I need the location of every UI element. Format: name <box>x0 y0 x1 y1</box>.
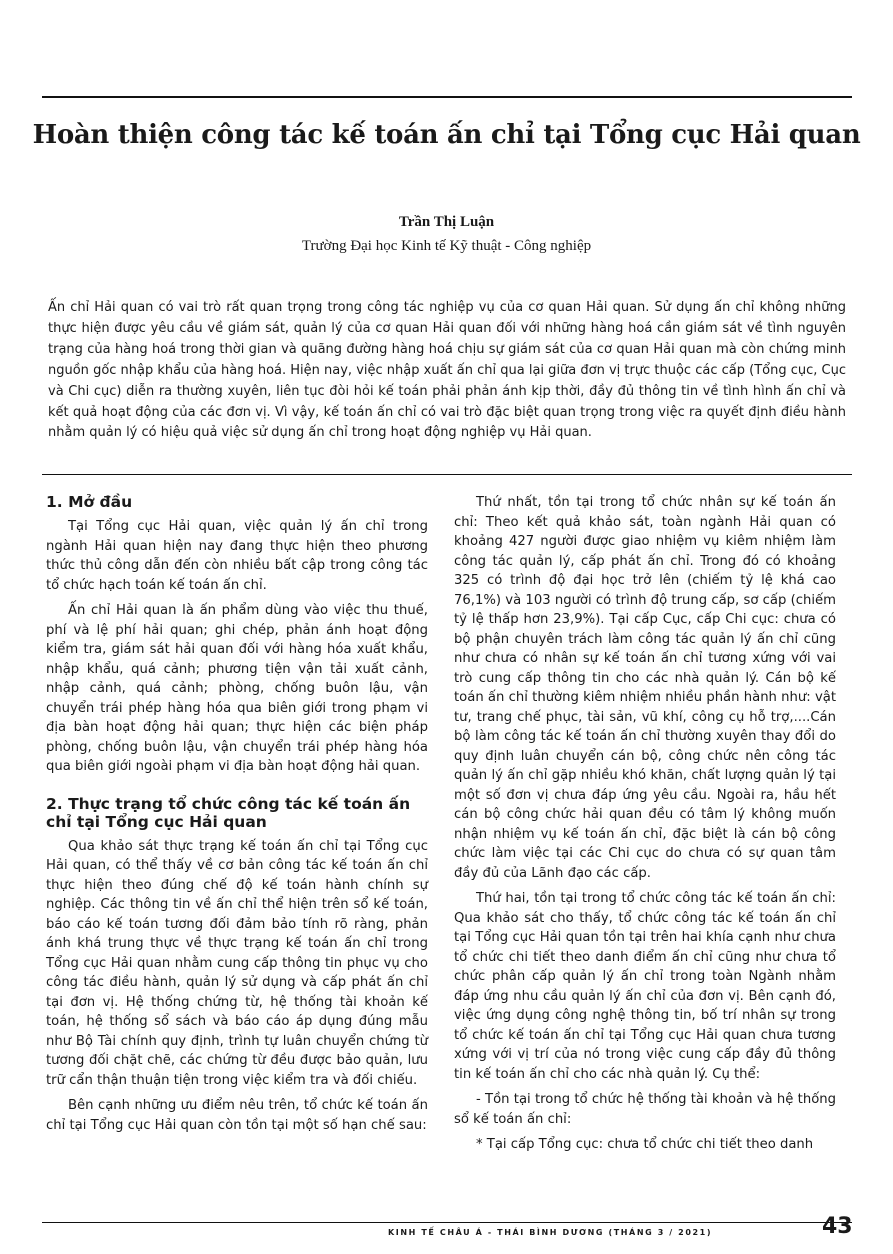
abstract-divider <box>42 474 852 475</box>
paragraph: Ấn chỉ Hải quan là ấn phẩm dùng vào việc thu thuế, phí và lệ phí hải quan; ghi chép, phản ánh hoạt động kiểm tra, giám sát hải quan đối với hàng hóa xuất khẩu, nhập khẩu, quá cảnh; phương tiện vận tải xuất cảnh, nhập cảnh, quá cảnh; phòng, chống buôn lậu, vận chuyển trái phép hàng hóa qua biên giới trong phạm vi địa bàn hoạt động hải quan; thực hiện các biện pháp phòng, chống buôn lậu, vận chuyển trái phép hàng hóa qua biên giới ngoài phạm vi địa bàn hoạt động hải quan. <box>46 603 428 774</box>
section-2-heading: 2. Thực trạng tổ chức công tác kế toán ấn chỉ tại Tổng cục Hải quan <box>46 794 411 831</box>
paragraph: Thứ hai, tồn tại trong tổ chức công tác kế toán ấn chỉ: Qua khảo sát cho thấy, tổ chức công tác kế toán ấn chỉ tại Tổng cục Hải quan tồn tại trên hai khía cạnh như chưa tổ chức chi tiết theo danh điểm ấn chỉ cũng như chưa tổ chức phân cấp quản lý ấn chỉ trong toàn Ngành nhằm đáp ứng nhu cầu quản lý ấn chỉ của đơn vị. Bên cạnh đó, việc ứng dụng công nghệ thông tin, bố trí nhân sự trong tổ chức kế toán ấn chỉ tại Tổng cục Hải quan chưa tương xứng với vị trí của nó trong việc cung cấp đầy đủ thông tin kế toán ấn chỉ cho các nhà quản lý. Cụ thể: <box>454 891 836 1082</box>
abstract: Ấn chỉ Hải quan có vai trò rất quan trọng trong công tác nghiệp vụ của cơ quan Hải quan. Sử dụng ấn chỉ không những thực hiện được yêu cầu về giám sát, quản lý của cơ quan Hải quan đối với những hàng hoá cần giám sát về tình nguyên trạng của hàng hoá trong thời gian và quãng đường hàng hoá chịu sự giám sát của cơ quan Hải quan mà còn chứng minh nguồn gốc nhập khẩu của hàng hoá. Hiện nay, việc nhập xuất ấn chỉ qua lại giữa đơn vị trực thuộc các cấp (Tổng cục, Cục và Chi cục) diễn ra thường xuyên, liên tục đòi hỏi kế toán phải phản ánh kịp thời, đầy đủ thông tin về tình hình ấn chỉ và kết quả hoạt động của các đơn vị. Vì vậy, kế toán ấn chỉ có vai trò đặc biệt quan trọng trong việc ra quyết định điều hành nhằm quản lý có hiệu quả việc sử dụng ấn chỉ trong hoạt động nghiệp vụ Hải quan. <box>48 300 846 441</box>
paragraph: Bên cạnh những ưu điểm nêu trên, tổ chức kế toán ấn chỉ tại Tổng cục Hải quan còn tồn tại một số hạn chế sau: <box>46 1098 428 1133</box>
left-column <box>46 493 428 1141</box>
paragraph: Thứ nhất, tồn tại trong tổ chức nhân sự kế toán ấn chỉ: Theo kết quả khảo sát, toàn ngành Hải quan có khoảng 427 người được giao nhiệm vụ kiêm nhiệm làm công tác quản lý, cấp phát ấn chỉ. Trong đó có khoảng 325 có trình độ đại học trở lên (chiếm tỷ lệ khá cao 76,1%) và 103 người có trình độ trung cấp, sơ cấp (chiếm tỷ lệ thấp hơn 23,9%). Tại cấp Cục, cấp Chi cục: chưa có bộ phận chuyên trách làm công tác quản lý ấn chỉ cũng như chưa có nhân sự kế toán ấn chỉ tương xứng với vai trò cung cấp thông tin cho các nhà quản lý. Cán bộ kế toán ấn chỉ thường kiêm nhiệm nhiều phần hành như: vật tư, trang chế phục, tài sản, vũ khí, công cụ hỗ trợ,....Cán bộ làm công tác kế toán ấn chỉ thường xuyên thay đổi do quy định luân chuyển cán bộ, công chức nên công tác quản lý ấn chỉ gặp nhiều khó khăn, chất lượng quản lý tại một số đơn vị chưa đáp ứng yêu cầu. Ngoài ra, hầu hết cán bộ công chức hải quan đều có tâm lý không muốn nhận nhiệm vụ kế toán ấn chỉ, đặc biệt là cán bộ công chức làm việc tại các Chi cục do chưa có sự quan tâm đầy đủ của Lãnh đạo các cấp. <box>454 495 836 881</box>
paragraph: Tại Tổng cục Hải quan, việc quản lý ấn chỉ trong ngành Hải quan hiện nay đang thực hiện theo phương thức thủ công dẫn đến còn nhiều bất cập trong công tác tổ chức hạch toán kế toán ấn chỉ. <box>46 519 428 593</box>
author-name: Trần Thị Luận <box>398 214 495 230</box>
paragraph: - Tồn tại trong tổ chức hệ thống tài khoản và hệ thống sổ kế toán ấn chỉ: <box>454 1092 836 1127</box>
right-column <box>454 493 836 1161</box>
page-number: 43 <box>822 1214 853 1239</box>
journal-footer: KINH TẾ CHÂU Á - THÁI BÌNH DƯƠNG (THÁNG 3 / 2021) <box>388 1228 713 1237</box>
author-affiliation: Trường Đại học Kinh tế Kỹ thuật - Công nghiệp <box>301 238 592 254</box>
section-1-heading: 1. Mở đầu <box>46 493 133 511</box>
article-title: Hoàn thiện công tác kế toán ấn chỉ tại Tổng cục Hải quan <box>32 120 861 150</box>
paragraph: * Tại cấp Tổng cục: chưa tổ chức chi tiết theo danh <box>476 1137 814 1152</box>
paragraph: Qua khảo sát thực trạng kế toán ấn chỉ tại Tổng cục Hải quan, có thể thấy về cơ bản công tác kế toán ấn chỉ thực hiện theo đúng chế độ kế toán hành chính sự nghiệp. Các thông tin về ấn chỉ thể hiện trên sổ kế toán, báo cáo kế toán tương đối đảm bảo tính rõ ràng, phản ánh khá trung thực về thực trạng kế toán ấn chỉ trong Tổng cục Hải quan nhằm cung cấp thông tin phục vụ cho công tác điều hành, quản lý sử dụng và cấp phát ấn chỉ tại đơn vị. Hệ thống chứng từ, hệ thống tài khoản kế toán, hệ thống sổ sách và báo cáo áp dụng đúng mẫu như Bộ Tài chính quy định, trình tự luân chuyển chứng từ tương đối chặt chẽ, các chứng từ đều được bảo quản, lưu trữ cẩn thận thuận tiện trong việc kiểm tra và đối chiếu. <box>46 838 428 1088</box>
footer-rule <box>42 1222 852 1223</box>
top-rule <box>42 96 852 98</box>
